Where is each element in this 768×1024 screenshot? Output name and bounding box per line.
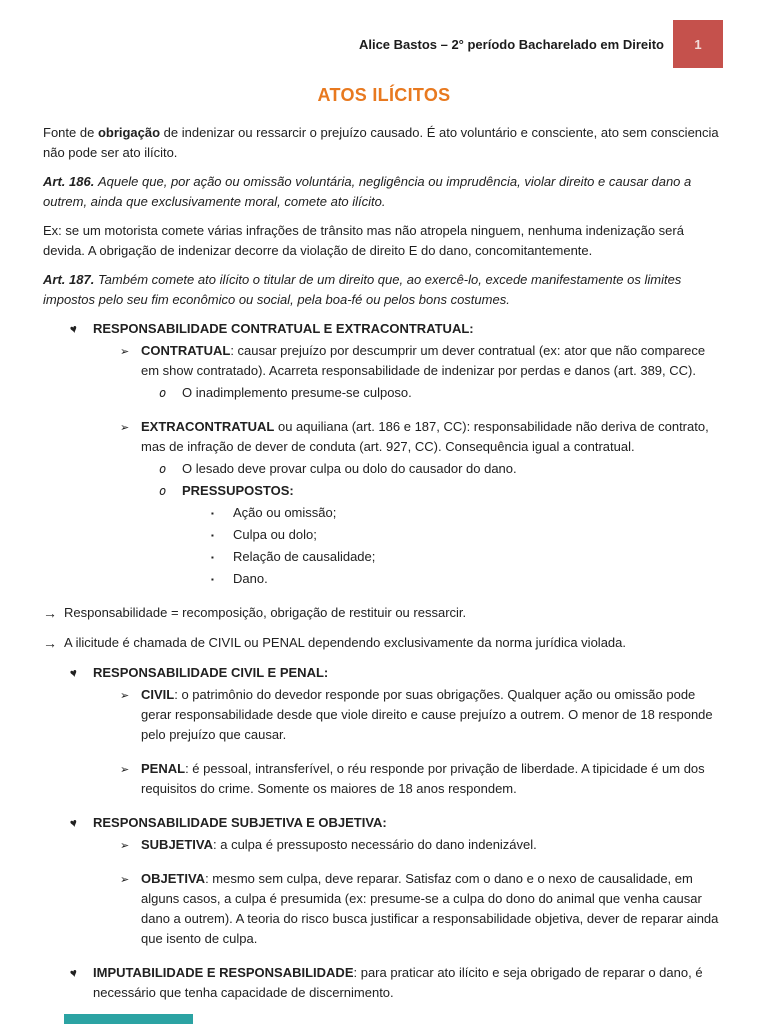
item-extracontratual bbox=[43, 417, 725, 457]
text-run: Responsabilidade = recomposição, obrigação de restituir ou ressarcir. bbox=[64, 605, 467, 620]
text-run: : o patrimônio do devedor responde por suas obrigações. Qualquer ação ou omissão pode gerar responsabilidade desde que viole direito e cause prejuízo a outrem. O menor de 18 responde pelo prejuízo que causar. bbox=[141, 687, 713, 742]
text-run: : mesmo sem culpa, deve reparar. Satisfaz com o dano e o nexo de causalidade, em alguns casos, a culpa é presumida (ex: presume-se a culpa do dono do animal que venha causar dano a outrem). A teoria do risco busca justificar a responsabilidade objetiva, dever de reparar ainda que isento de culpa. bbox=[141, 871, 719, 946]
text-run: Ex: se um motorista comete várias infrações de trânsito mas não atropela ninguem, nenhuma indenização será devida. A obrigação de indenizar decorre da violação de direito E do dano, concomitantemente. bbox=[43, 223, 684, 258]
text-run: Fonte de bbox=[43, 125, 98, 140]
text-run: Relação de causalidade; bbox=[233, 549, 376, 564]
heart-bullet-icon: ♥ bbox=[68, 815, 79, 831]
text-run: CONTRATUAL bbox=[141, 343, 231, 358]
text-run: de indenizar ou ressarcir o prejuízo causado. É ato voluntário e consciente, ato sem consciencia não pode ser ato ilícito. bbox=[43, 125, 719, 160]
blank-line bbox=[43, 591, 725, 603]
text-run: Dano. bbox=[233, 571, 268, 586]
rightarrow-bullet-icon: → bbox=[43, 605, 57, 621]
page-number-box bbox=[673, 20, 723, 68]
text-run: CIVIL bbox=[141, 687, 175, 702]
heart-bullet-icon: ♥ bbox=[68, 321, 79, 337]
text-run: obrigação bbox=[97, 125, 161, 140]
text-run: Ação ou omissão; bbox=[233, 505, 337, 520]
pressuposto-culpa bbox=[43, 525, 725, 545]
item-pressupostos bbox=[43, 481, 725, 501]
text-run: RESPONSABILIDADE CONTRATUAL E EXTRACONTRATUAL: bbox=[93, 321, 474, 336]
page-header bbox=[0, 0, 768, 68]
example-paragraph bbox=[43, 221, 725, 261]
text-run: . bbox=[90, 174, 98, 189]
text-run: : é pessoal, intransferível, o réu responde por privação de liberdade. A tipicidade é um dos requisitos do crime. Somente os maiores de 18 anos respondem. bbox=[141, 761, 705, 796]
text-run: : bbox=[289, 483, 294, 498]
pressuposto-causalidade bbox=[43, 547, 725, 567]
art-186-paragraph bbox=[43, 172, 725, 212]
square-bullet-icon: ▪ bbox=[211, 531, 214, 540]
text-run: A ilicitude é chamada de CIVIL ou PENAL dependendo exclusivamente da norma jurídica violada. bbox=[64, 635, 626, 650]
arrow-bullet-icon: ➢ bbox=[120, 690, 130, 702]
note-responsabilidade bbox=[43, 603, 725, 623]
text-run: SUBJETIVA bbox=[141, 837, 213, 852]
heart-bullet-icon: ♥ bbox=[68, 965, 79, 981]
next-page-peek bbox=[64, 1014, 193, 1024]
text-run: ou aquiliana (art. 186 e 187, CC): responsabilidade não deriva de contrato, mas de infração de dever de conduta (art. 927, CC). Consequência igual a contratual. bbox=[141, 419, 709, 454]
item-objetiva bbox=[43, 869, 725, 949]
text-run: PENAL bbox=[141, 761, 186, 776]
square-bullet-icon: ▪ bbox=[211, 509, 214, 518]
pressuposto-dano bbox=[43, 569, 725, 589]
square-bullet-icon: ▪ bbox=[211, 553, 214, 562]
blank-line bbox=[43, 747, 725, 759]
item-lesado bbox=[43, 459, 725, 479]
text-run: Culpa ou dolo; bbox=[233, 527, 317, 542]
note-ilicitude bbox=[43, 633, 725, 653]
header-title: Alice Bastos – 2° período Bacharelado em Direito bbox=[358, 36, 664, 52]
item-subjetiva bbox=[43, 835, 725, 855]
text-run: Art. 186 bbox=[43, 174, 91, 189]
text-run: : para praticar ato ilícito e seja obrigado de reparar o dano, é necessário que tenha capacidade de discernimento. bbox=[93, 965, 703, 1000]
square-bullet-icon: ▪ bbox=[211, 575, 214, 584]
heart-bullet-icon: ♥ bbox=[68, 665, 79, 681]
item-civil bbox=[43, 685, 725, 745]
text-run: RESPONSABILIDADE CIVIL E PENAL: bbox=[93, 665, 329, 680]
arrow-bullet-icon: ➢ bbox=[120, 840, 130, 852]
arrow-bullet-icon: ➢ bbox=[120, 422, 130, 434]
text-run: Aquele que, por ação ou omissão voluntária, negligência ou imprudência, violar direito e causar dano a outrem, ainda que exclusivamente moral, comete ato ilícito. bbox=[43, 174, 692, 209]
section-subjetiva-objetiva bbox=[43, 813, 725, 833]
arrow-bullet-icon: ➢ bbox=[120, 346, 130, 358]
text-run: : a culpa é pressuposto necessário do dano indenizável. bbox=[213, 837, 537, 852]
arrow-bullet-icon: ➢ bbox=[120, 874, 130, 886]
blank-line bbox=[43, 801, 725, 813]
circle-bullet-icon: o bbox=[159, 484, 167, 498]
blank-line bbox=[43, 857, 725, 869]
circle-bullet-icon: o bbox=[159, 462, 167, 476]
text-run: EXTRACONTRATUAL bbox=[141, 419, 275, 434]
section-imputabilidade bbox=[43, 963, 725, 1003]
section-civil-penal bbox=[43, 663, 725, 683]
document-body bbox=[0, 106, 768, 1003]
text-run: O inadimplemento presume-se culposo. bbox=[182, 385, 412, 400]
section-contratual-extracontratual bbox=[43, 319, 725, 339]
intro-paragraph bbox=[43, 123, 725, 163]
text-run: Também comete ato ilícito o titular de um direito que, ao exercê-lo, excede manifestamente os limites impostos pelo seu fim econômico ou social, pela boa-fé ou pelos bons costumes. bbox=[43, 272, 682, 307]
pressuposto-acao bbox=[43, 503, 725, 523]
text-run: . bbox=[90, 272, 98, 287]
text-run: IMPUTABILIDADE E RESPONSABILIDADE bbox=[93, 965, 354, 980]
text-run: Art. 187 bbox=[43, 272, 91, 287]
item-penal bbox=[43, 759, 725, 799]
rightarrow-bullet-icon: → bbox=[43, 635, 57, 651]
document-title: ATOS ILÍCITOS bbox=[317, 85, 451, 105]
item-contratual bbox=[43, 341, 725, 381]
text-run: O lesado deve provar culpa ou dolo do causador do dano. bbox=[182, 461, 517, 476]
text-run: RESPONSABILIDADE SUBJETIVA E OBJETIVA: bbox=[93, 815, 387, 830]
blank-line bbox=[43, 405, 725, 417]
text-run: PRESSUPOSTOS bbox=[182, 483, 290, 498]
art-187-paragraph bbox=[43, 270, 725, 310]
circle-bullet-icon: o bbox=[159, 386, 167, 400]
text-run: : causar prejuízo por descumprir um dever contratual (ex: ator que não comparece em show contratado). Acarreta responsabilidade de indenizar por perdas e danos (art. 389, CC). bbox=[141, 343, 706, 378]
item-inadimplemento bbox=[43, 383, 725, 403]
text-run: OBJETIVA bbox=[141, 871, 206, 886]
arrow-bullet-icon: ➢ bbox=[120, 764, 130, 776]
blank-line bbox=[43, 951, 725, 963]
page-number: 1 bbox=[694, 36, 702, 52]
